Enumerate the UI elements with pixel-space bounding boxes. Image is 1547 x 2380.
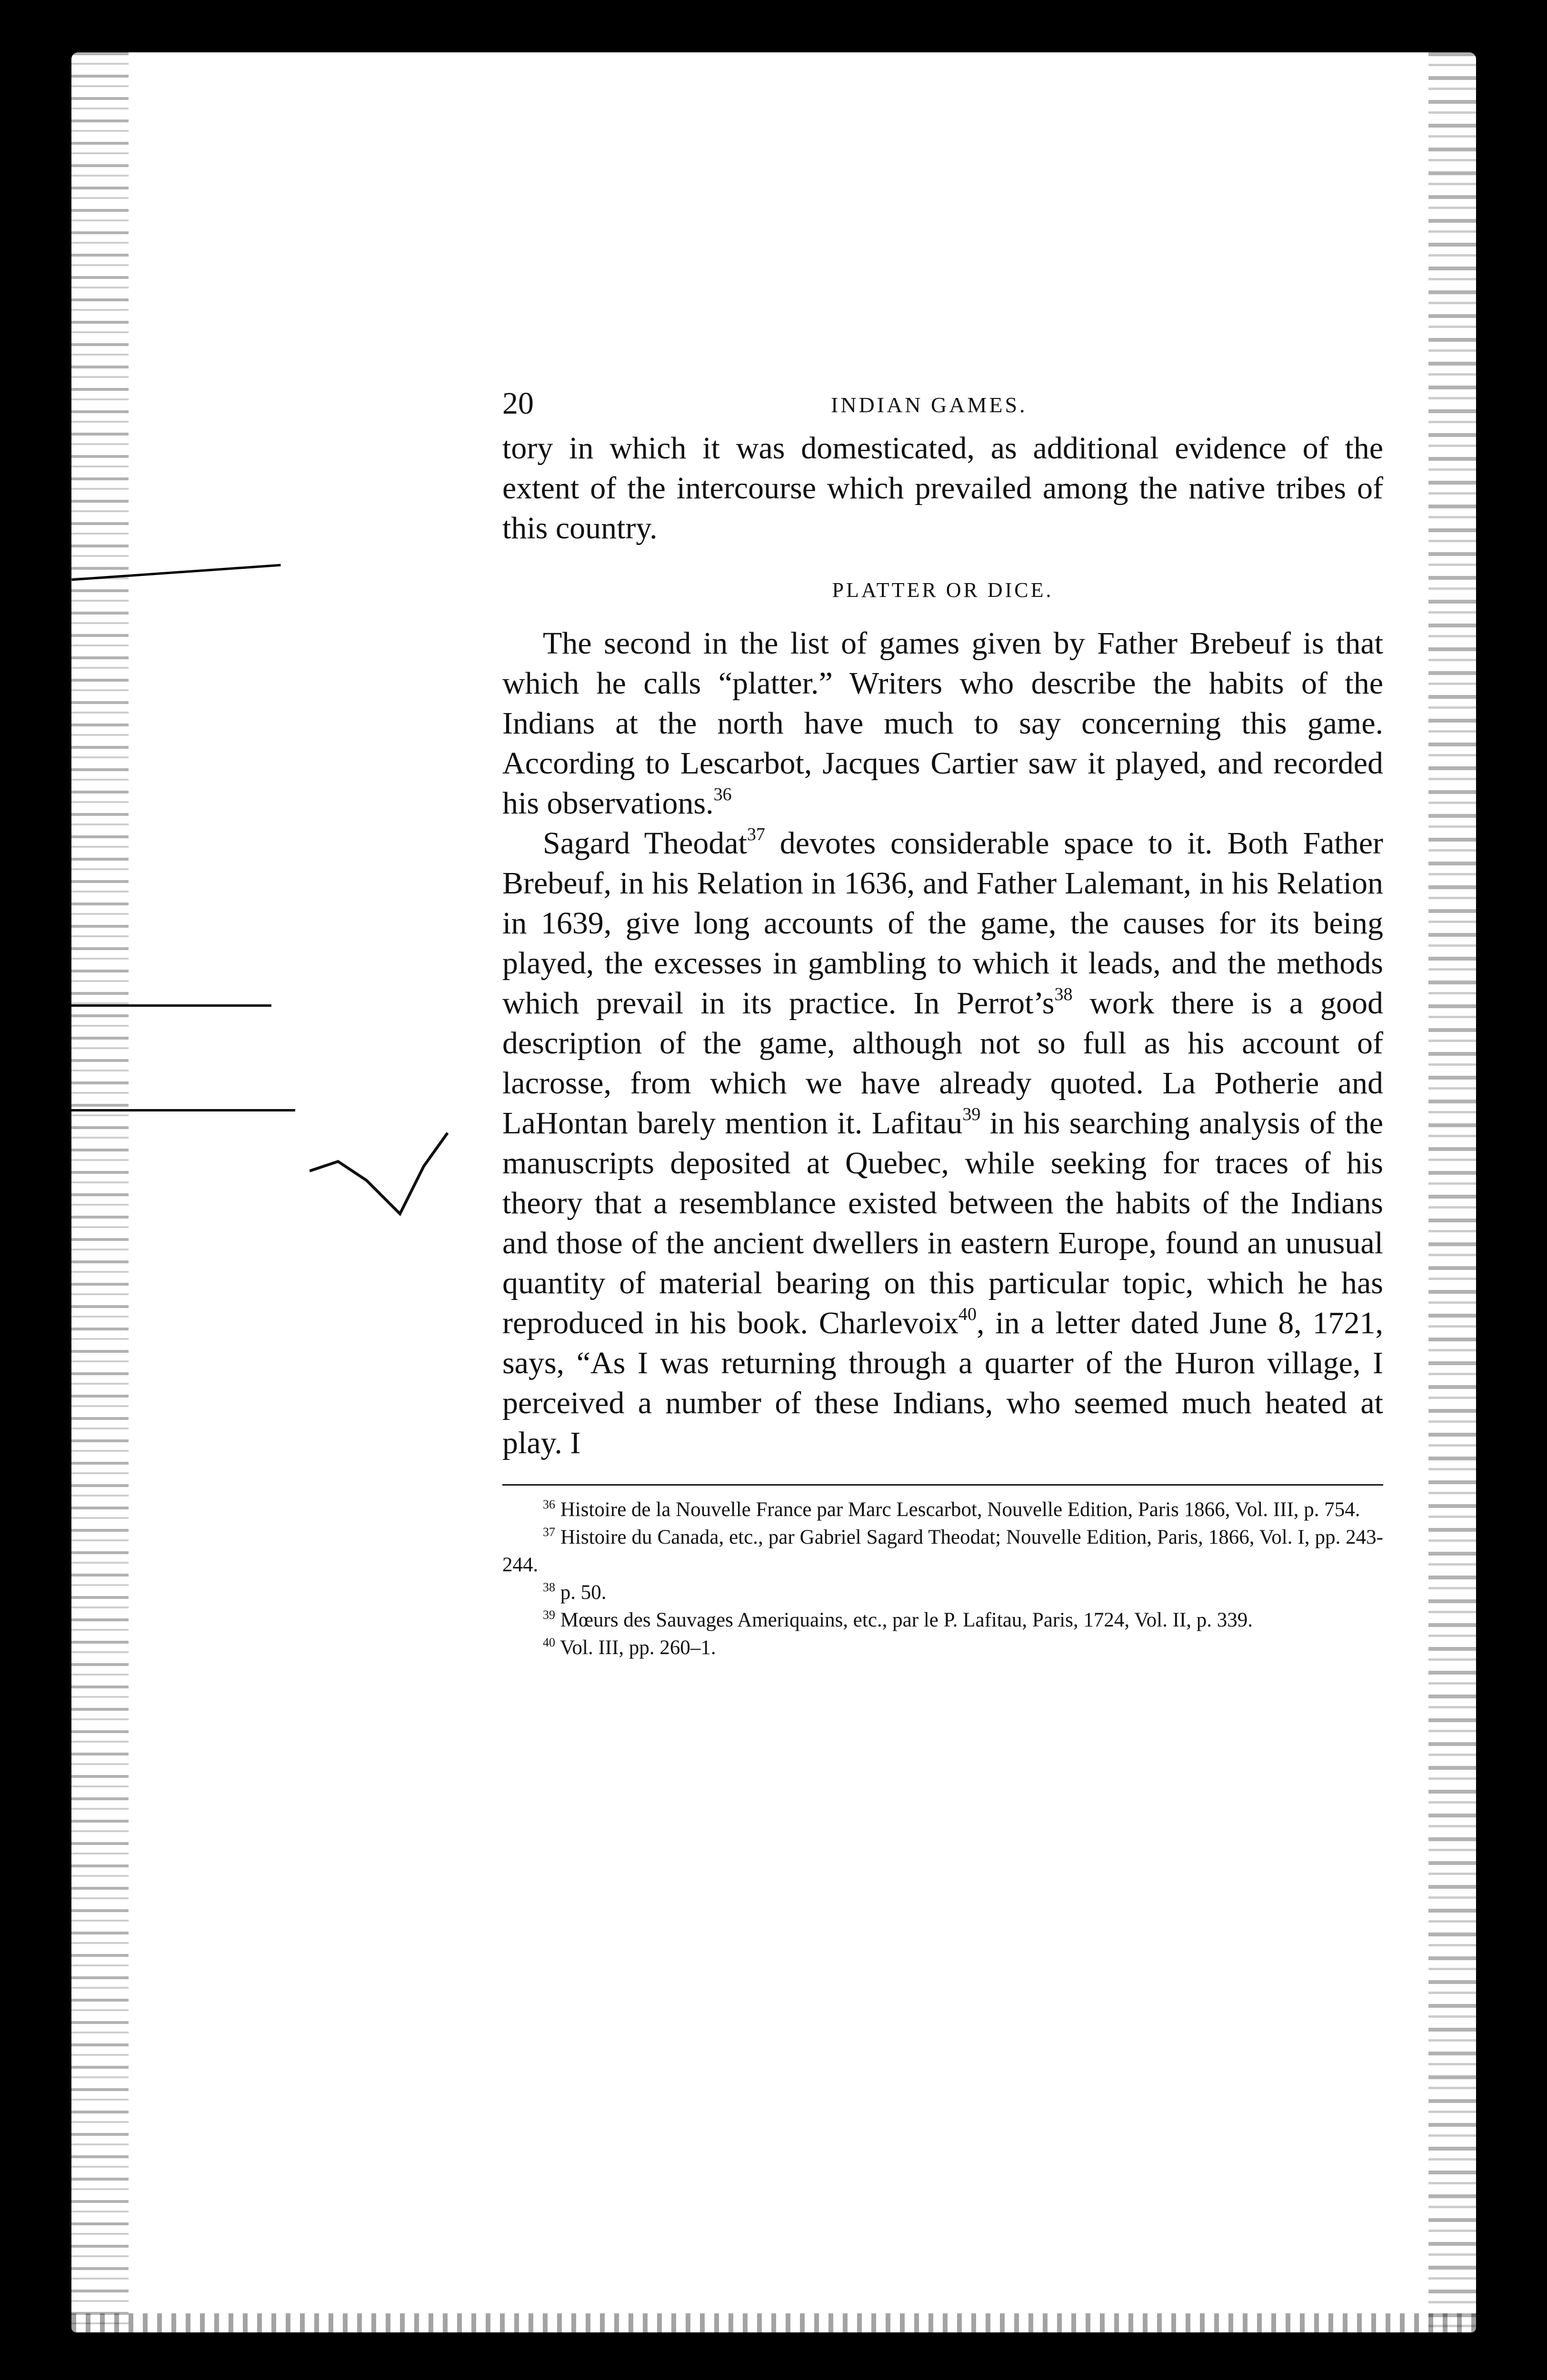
paragraph-text: , in a letter dated June 8, 1721, says, “As I was returning through a quarter of the Huron village, I perceived a number of these Indians, who seemed much heated at play. I <box>502 1306 1383 1460</box>
paragraph-text: devotes considerable space to it. Both Father Brebeuf, in his Relation in 1636, and Father Lalemant, in his Relation in 1639, give long accounts of the game, the causes for its being played, the excesses in gambling to which it leads, and the methods which prevail in its practice. In Perrot’s <box>502 826 1383 1021</box>
page-content <box>502 386 1383 1662</box>
paragraph-text: work there is a good description of the game, although not so full as his account of lacrosse, from which we have already quoted. La Potherie and LaHontan barely mention it. Lafitau <box>502 986 1383 1140</box>
section-heading: PLATTER OR DICE. <box>832 578 1054 602</box>
footnote-number: 36 <box>543 1497 555 1511</box>
footnote <box>502 1634 1383 1662</box>
footnote-ref: 39 <box>962 1104 981 1124</box>
right-page-edge <box>1428 52 1481 2332</box>
running-head <box>502 386 1383 428</box>
footnote <box>502 1579 1383 1606</box>
paragraph-text: Sagard Theodat <box>543 826 748 861</box>
margin-stray-line <box>71 1109 295 1111</box>
paragraph <box>502 823 1383 1463</box>
body-text <box>502 428 1383 1463</box>
footnote-number: 40 <box>543 1636 555 1649</box>
footnote-text: Histoire du Canada, etc., par Gabriel Sagard Theodat; Nouvelle Edition, Paris, 1866, Vol. I, pp. 243-244. <box>502 1526 1384 1576</box>
footnote-text: Vol. III, pp. 260–1. <box>559 1636 716 1659</box>
page-number: 20 <box>502 386 534 421</box>
footnote-ref: 37 <box>747 824 766 844</box>
footnote-number: 39 <box>543 1608 555 1622</box>
footnote <box>502 1496 1383 1524</box>
paragraph-text: The second in the list of games given by Father Brebeuf is that which he calls “platter.” Writers who describe the habits of the Indians at the north have much to say concerning this game. According to Lescarbot, Jacques Cartier saw it played, and recorded his observations. <box>502 626 1383 821</box>
footnote-text: p. 50. <box>560 1581 607 1604</box>
running-title: INDIAN GAMES. <box>831 393 1028 417</box>
footnotes <box>502 1496 1383 1662</box>
footnote-rule <box>502 1484 1383 1486</box>
footnote-number: 37 <box>543 1525 555 1539</box>
paragraph <box>502 624 1383 823</box>
footnote-ref: 40 <box>958 1304 977 1324</box>
footnote <box>502 1606 1383 1634</box>
paragraph-text: in his searching analysis of the manuscripts deposited at Quebec, while seeking for traces of his theory that a resemblance existed between the habits of the Indians and those of the ancient dwellers in eastern Europe, found an unusual quantity of material bearing on this particular topic, which he has reproduced in his book. Charlevoix <box>502 1106 1383 1340</box>
left-page-edge <box>71 52 129 2332</box>
bottom-page-edge <box>71 2313 1476 2332</box>
footnote-text: Mœurs des Sauvages Ameriquains, etc., par le P. Lafitau, Paris, 1724, Vol. II, p. 339. <box>560 1609 1253 1631</box>
footnote-text: Histoire de la Nouvelle France par Marc Lescarbot, Nouvelle Edition, Paris 1866, Vol. III, p. 754. <box>560 1498 1360 1521</box>
footnote-ref: 36 <box>713 784 732 804</box>
footnote-number: 38 <box>543 1580 555 1594</box>
margin-check-mark <box>309 1128 452 1223</box>
paragraph: tory in which it was domesticated, as additional evidence of the extent of the intercourse which prevailed among the native tribes of this country. <box>502 431 1383 545</box>
footnote <box>502 1524 1383 1579</box>
margin-stray-line <box>71 1004 271 1007</box>
footnote-ref: 38 <box>1054 984 1073 1004</box>
